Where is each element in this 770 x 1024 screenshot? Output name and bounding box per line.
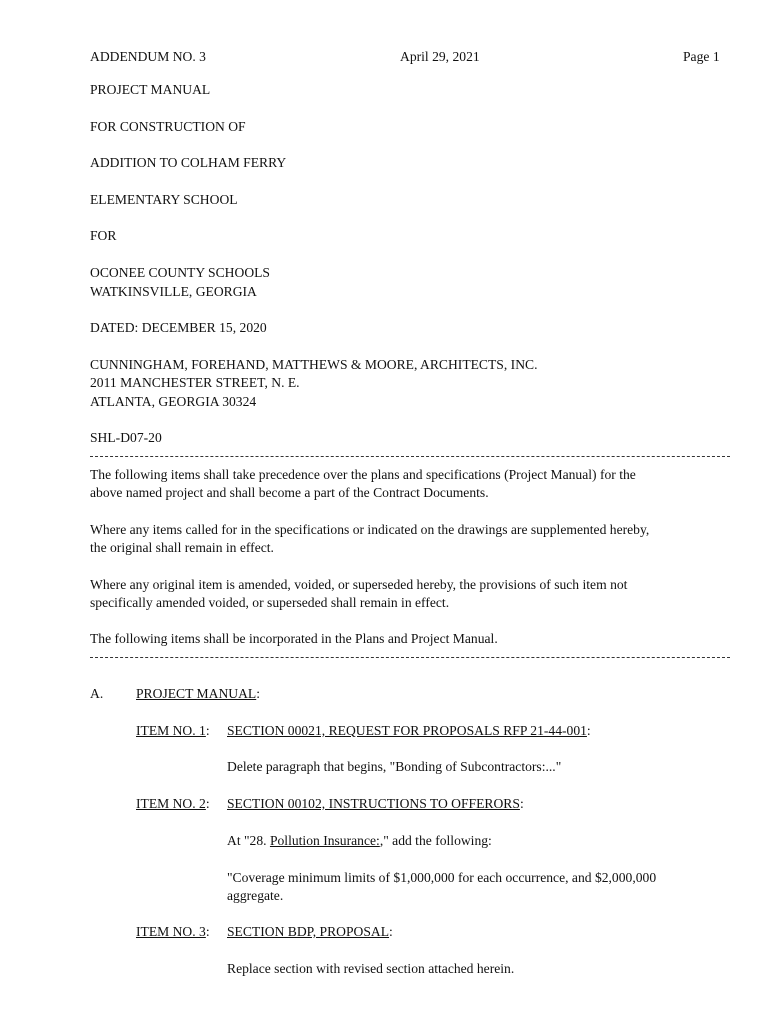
item-2-label bbox=[136, 796, 210, 812]
section-title-colon: : bbox=[256, 686, 261, 701]
addendum-date: April 29, 2021 bbox=[400, 49, 480, 64]
intro-paragraph-1-line-1: The following items shall take precedence over the plans and specifications (Project Manual) for the bbox=[90, 467, 636, 482]
divider-top bbox=[90, 456, 730, 457]
item-1-section bbox=[227, 723, 591, 739]
section-title bbox=[136, 686, 260, 702]
intro-paragraph-1-line-2: above named project and shall become a part of the Contract Documents. bbox=[90, 485, 489, 500]
doc-title-line-3: ADDITION TO COLHAM FERRY bbox=[90, 155, 287, 170]
item-2-instruction-post: ," add the following: bbox=[379, 833, 492, 848]
intro-paragraph-3-line-1: Where any original item is amended, voided, or superseded hereby, the provisions of such item not bbox=[90, 577, 628, 592]
architect-city: ATLANTA, GEORGIA 30324 bbox=[90, 394, 257, 409]
doc-title-line-5: FOR bbox=[90, 228, 117, 243]
addendum-number: ADDENDUM NO. 3 bbox=[90, 49, 206, 64]
item-2-section bbox=[227, 796, 524, 812]
architect-name: CUNNINGHAM, FOREHAND, MATTHEWS & MOORE, ARCHITECTS, INC. bbox=[90, 357, 538, 372]
divider-bottom bbox=[90, 657, 730, 658]
item-2-quote-line-2: aggregate. bbox=[227, 888, 284, 903]
item-1-label-text: ITEM NO. 1 bbox=[136, 723, 206, 738]
item-3-label-colon: : bbox=[205, 924, 210, 939]
item-3-instruction: Replace section with revised section attached herein. bbox=[227, 961, 515, 976]
section-title-text: PROJECT MANUAL bbox=[136, 686, 257, 701]
doc-title-line-1: PROJECT MANUAL bbox=[90, 82, 211, 97]
item-3-section bbox=[227, 924, 393, 940]
doc-title-line-4: ELEMENTARY SCHOOL bbox=[90, 192, 238, 207]
dated-line: DATED: DECEMBER 15, 2020 bbox=[90, 320, 267, 335]
item-2-label-text: ITEM NO. 2 bbox=[136, 796, 206, 811]
page-number: Page 1 bbox=[683, 49, 720, 64]
doc-title-line-2: FOR CONSTRUCTION OF bbox=[90, 119, 246, 134]
item-2-label-colon: : bbox=[205, 796, 210, 811]
owner-name: OCONEE COUNTY SCHOOLS bbox=[90, 265, 270, 280]
item-2-quote-line-1: "Coverage minimum limits of $1,000,000 for each occurrence, and $2,000,000 bbox=[227, 870, 657, 885]
item-1-label-colon: : bbox=[205, 723, 210, 738]
item-1-section-text: SECTION 00021, REQUEST FOR PROPOSALS RFP 21-44-001 bbox=[227, 723, 587, 738]
item-2-instruction-pre: At "28. bbox=[227, 833, 270, 848]
intro-paragraph-2-line-2: the original shall remain in effect. bbox=[90, 540, 274, 555]
item-3-section-colon: : bbox=[389, 924, 393, 939]
item-2-section-text: SECTION 00102, INSTRUCTIONS TO OFFERORS bbox=[227, 796, 520, 811]
intro-paragraph-2-line-1: Where any items called for in the specifications or indicated on the drawings are supplemented hereby, bbox=[90, 522, 650, 537]
item-1-section-colon: : bbox=[586, 723, 591, 738]
intro-paragraph-3-line-2: specifically amended voided, or superseded shall remain in effect. bbox=[90, 595, 450, 610]
owner-location: WATKINSVILLE, GEORGIA bbox=[90, 284, 257, 299]
item-1-label bbox=[136, 723, 210, 739]
item-2-instruction-underlined: Pollution Insurance: bbox=[269, 833, 380, 848]
item-3-label-text: ITEM NO. 3 bbox=[136, 924, 206, 939]
section-letter: A. bbox=[90, 686, 104, 701]
item-2-instruction bbox=[227, 833, 492, 849]
architect-street: 2011 MANCHESTER STREET, N. E. bbox=[90, 375, 300, 390]
item-3-section-text: SECTION BDP, PROPOSAL bbox=[227, 924, 390, 939]
project-number: SHL-D07-20 bbox=[90, 430, 162, 445]
intro-paragraph-4: The following items shall be incorporated in the Plans and Project Manual. bbox=[90, 631, 498, 646]
item-1-instruction: Delete paragraph that begins, "Bonding of Subcontractors:..." bbox=[227, 759, 562, 774]
item-2-section-colon: : bbox=[519, 796, 524, 811]
item-3-label bbox=[136, 924, 210, 940]
